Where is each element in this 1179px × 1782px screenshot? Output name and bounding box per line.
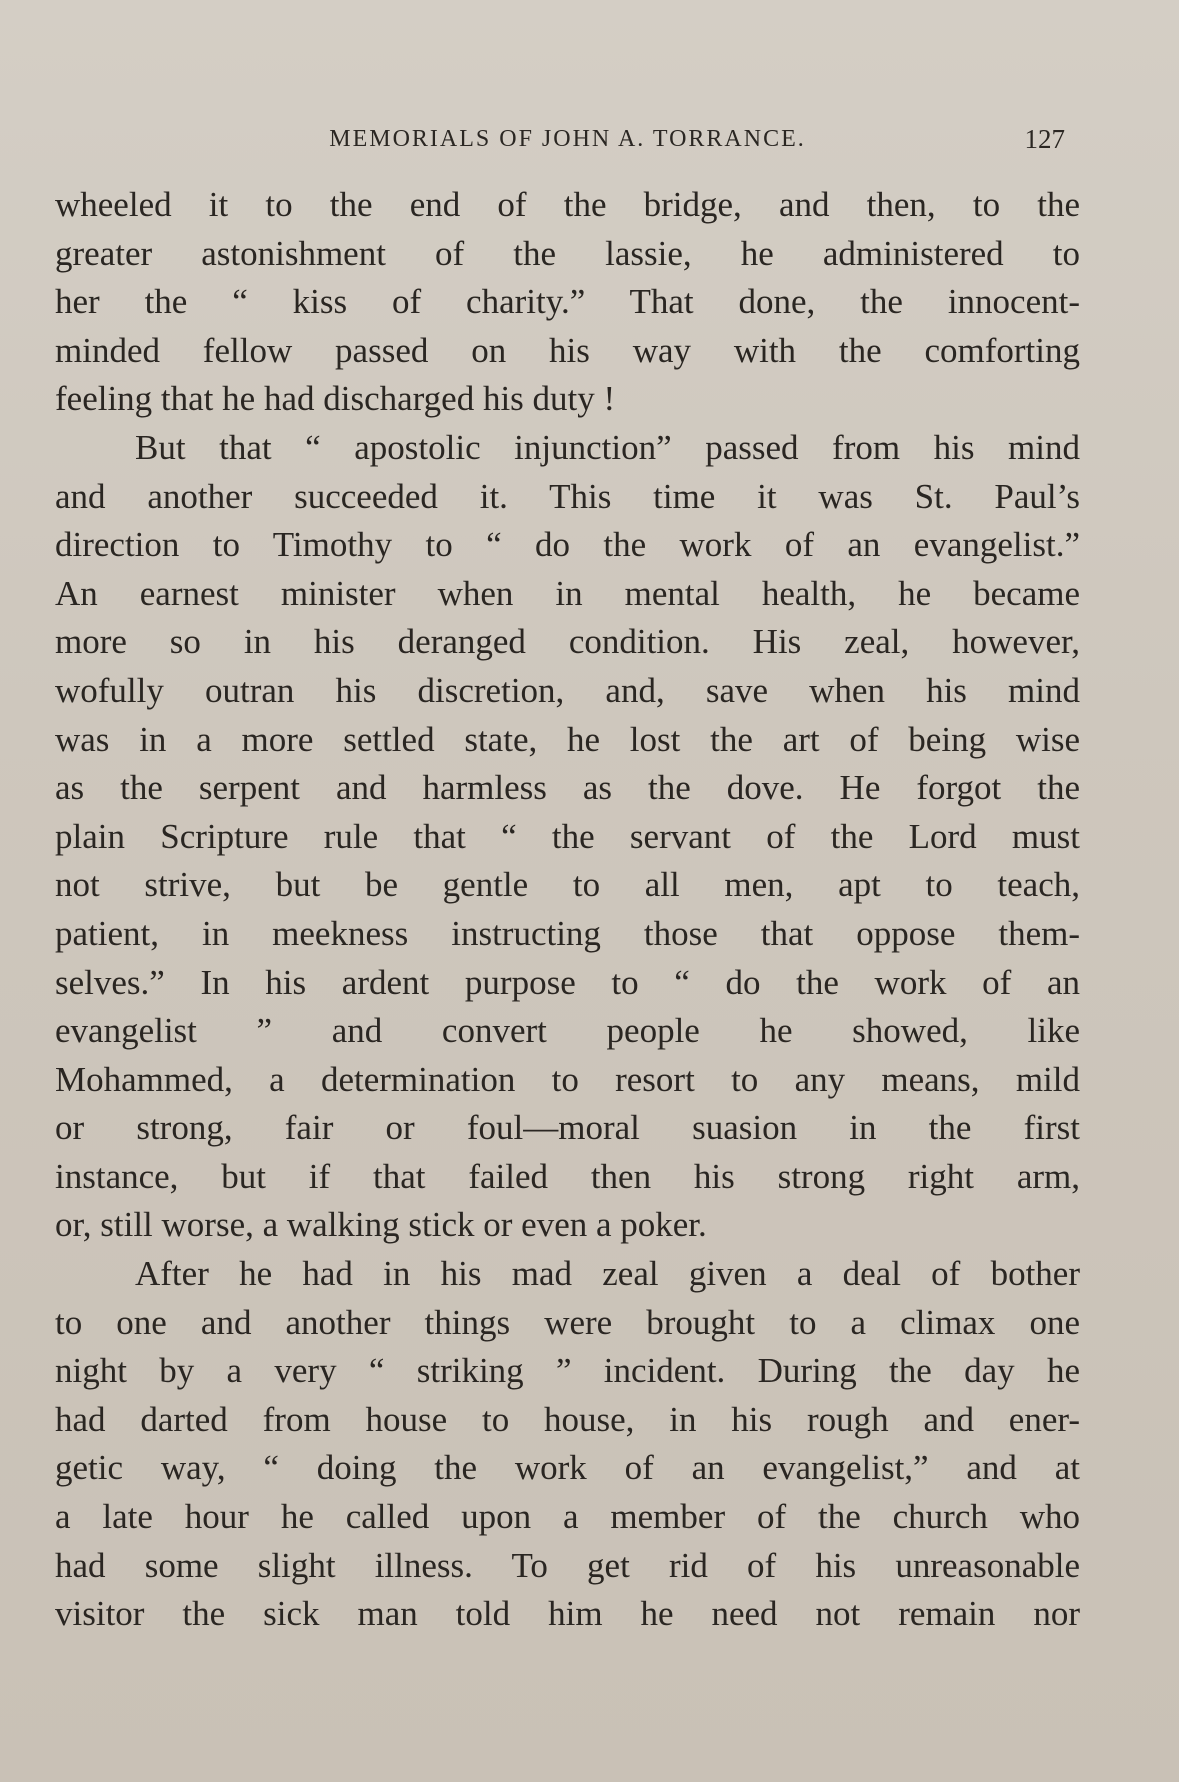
text-line: as the serpent and harmless as the dove. He forgot the xyxy=(55,768,1080,808)
text-line: instance, but if that failed then his strong right arm, xyxy=(55,1156,1080,1196)
text-line: more so in his deranged condition. His zeal, however, xyxy=(55,622,1080,662)
text-line: wofully outran his discretion, and, save when his mind xyxy=(55,670,1080,710)
text-line: But that “ apostolic injunction” passed from his mind xyxy=(135,427,1080,467)
text-line: direction to Timothy to “ do the work of an evangelist.” xyxy=(55,525,1080,565)
text-line: plain Scripture rule that “ the servant of the Lord must xyxy=(55,816,1080,856)
body-text xyxy=(55,181,1080,1639)
text-line: minded fellow passed on his way with the comforting xyxy=(55,330,1080,370)
page-number: 127 xyxy=(1024,124,1065,154)
text-line: evangelist ” and convert people he showed, like xyxy=(55,1011,1080,1051)
text-line: getic way, “ doing the work of an evangelist,” and at xyxy=(55,1448,1080,1488)
text-line: had darted from house to house, in his rough and ener- xyxy=(55,1399,1080,1439)
text-line: After he had in his mad zeal given a deal of bother xyxy=(135,1254,1080,1294)
text-line: wheeled it to the end of the bridge, and then, to the xyxy=(55,185,1080,224)
text-line: or strong, fair or foul—moral suasion in the first xyxy=(55,1108,1080,1148)
text-line: or, still worse, a walking stick or even a poker. xyxy=(55,1205,707,1245)
text-line: visitor the sick man told him he need not remain nor xyxy=(55,1594,1080,1634)
text-line: had some slight illness. To get rid of his unreasonable xyxy=(55,1545,1080,1585)
text-line: to one and another things were brought to a climax one xyxy=(55,1302,1080,1342)
text-line: patient, in meekness instructing those that oppose them- xyxy=(55,913,1080,953)
running-title: MEMORIALS OF JOHN A. TORRANCE. xyxy=(329,126,806,152)
text-line: feeling that he had discharged his duty ! xyxy=(55,379,616,419)
text-line: not strive, but be gentle to all men, apt to teach, xyxy=(55,865,1080,905)
running-head xyxy=(55,121,1080,157)
text-line: greater astonishment of the lassie, he administered to xyxy=(55,233,1080,273)
text-line: selves.” In his ardent purpose to “ do the work of an xyxy=(55,962,1080,1002)
text-line: was in a more settled state, he lost the art of being wise xyxy=(55,719,1080,759)
text-line: Mohammed, a determination to resort to any means, mild xyxy=(55,1059,1080,1099)
text-line: An earnest minister when in mental health, he became xyxy=(55,573,1080,613)
text-line: night by a very “ striking ” incident. During the day he xyxy=(55,1351,1080,1391)
text-line: a late hour he called upon a member of the church who xyxy=(55,1497,1080,1537)
text-line: and another succeeded it. This time it was St. Paul’s xyxy=(55,476,1080,516)
text-line: her the “ kiss of charity.” That done, the innocent- xyxy=(55,282,1080,322)
